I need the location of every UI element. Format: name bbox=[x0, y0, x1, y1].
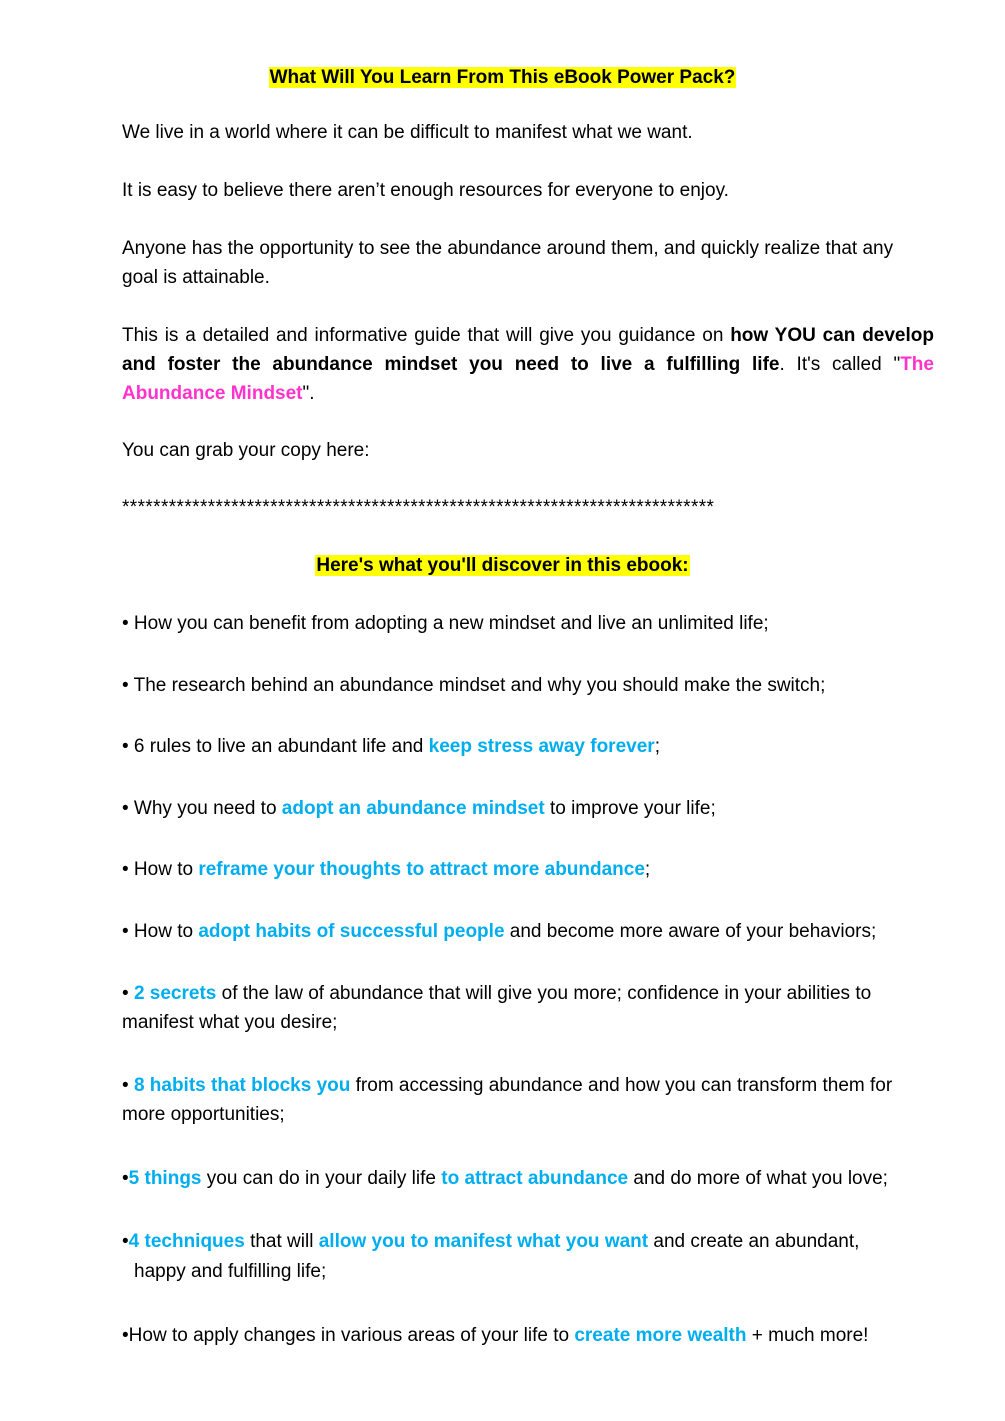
bullet-11-highlight: create more wealth bbox=[574, 1325, 747, 1346]
bullet-9-highlight-1: 5 things bbox=[128, 1168, 202, 1189]
intro-paragraph-1: We live in a world where it can be difficult to manifest what we want. bbox=[122, 122, 693, 143]
bullet-10-text: that will bbox=[244, 1231, 319, 1252]
intro-paragraph-2: It is easy to believe there aren’t enough resources for everyone to enjoy. bbox=[122, 180, 729, 201]
bullet-8-text: • bbox=[122, 1075, 134, 1096]
bullet-11-dot: • bbox=[122, 1325, 129, 1346]
list-item-continuation: happy and fulfilling life; bbox=[134, 1261, 327, 1282]
bullet-7-text: • bbox=[122, 983, 134, 1004]
p4-bold-text: how YOU can develop and foster the abundance mindset you need to live a fulfilling life bbox=[122, 325, 934, 375]
list-item bbox=[122, 1227, 934, 1256]
bullet-4-highlight: adopt an abundance mindset bbox=[281, 798, 545, 819]
ebook-name-highlight: The Abundance Mindset bbox=[122, 354, 934, 404]
list-item bbox=[122, 1164, 934, 1193]
bullet-5-text: • How to bbox=[122, 859, 199, 880]
section-subtitle bbox=[0, 551, 1005, 580]
bullet-7-highlight: 2 secrets bbox=[133, 983, 217, 1004]
bullet-6-end: and become more aware of your behaviors; bbox=[504, 921, 877, 942]
page-title bbox=[0, 63, 1005, 92]
bullet-10-highlight-2: allow you to manifest what you want bbox=[318, 1231, 649, 1252]
intro-paragraph-3: Anyone has the opportunity to see the abundance around them, and quickly realize that any goal is attainable. bbox=[122, 238, 894, 288]
bullet-6-highlight: adopt habits of successful people bbox=[198, 921, 505, 942]
star-separator: **************************************************************************** bbox=[122, 497, 715, 518]
bullet-11-end: + much more! bbox=[746, 1325, 869, 1346]
list-item bbox=[122, 609, 934, 638]
bullet-10-highlight-1: 4 techniques bbox=[128, 1231, 245, 1252]
intro-paragraph-5: You can grab your copy here: bbox=[122, 440, 370, 461]
bullet-8-end: from accessing abundance and how you can transform them for more opportunities; bbox=[122, 1075, 893, 1125]
section-subtitle-text: Here's what you'll discover in this ebook: bbox=[316, 555, 689, 576]
bullet-11-text: How to apply changes in various areas of your life to bbox=[128, 1325, 575, 1346]
bullet-10-end: and create an abundant, bbox=[648, 1231, 860, 1252]
page-title-text: What Will You Learn From This eBook Power Pack? bbox=[269, 67, 736, 88]
intro-paragraph-4 bbox=[122, 321, 934, 408]
list-item bbox=[122, 1321, 934, 1350]
bullet-6-text: • How to bbox=[122, 921, 199, 942]
bullet-3-end: ; bbox=[654, 736, 660, 757]
bullet-1-text: • How you can benefit from adopting a new mindset and live an unlimited life; bbox=[122, 613, 769, 634]
bullet-5-end: ; bbox=[644, 859, 651, 880]
bullet-5-highlight: reframe your thoughts to attract more abundance bbox=[198, 859, 645, 880]
list-item bbox=[122, 979, 934, 1037]
bullet-2-text: • The research behind an abundance mindset and why you should make the switch; bbox=[122, 675, 826, 696]
bullet-4-text: • Why you need to bbox=[122, 798, 282, 819]
list-item bbox=[122, 1071, 934, 1129]
list-item bbox=[122, 671, 934, 700]
bullet-10-dot: • bbox=[122, 1231, 129, 1252]
bullet-9-text: you can do in your daily life bbox=[201, 1168, 442, 1189]
bullet-9-highlight-2: to attract abundance bbox=[441, 1168, 629, 1189]
p4-text-a: This is a detailed and informative guide that will give you guidance on bbox=[122, 325, 731, 346]
list-item bbox=[122, 917, 934, 946]
bullet-9-end: and do more of what you love; bbox=[628, 1168, 888, 1189]
bullet-9-dot: • bbox=[122, 1168, 129, 1189]
bullet-3-highlight: keep stress away forever bbox=[428, 736, 655, 757]
bullet-3-text: • 6 rules to live an abundant life and bbox=[122, 736, 429, 757]
bullet-8-highlight: 8 habits that blocks you bbox=[133, 1075, 351, 1096]
list-item bbox=[122, 794, 934, 823]
p4-text-c: . It's called " bbox=[779, 354, 901, 375]
list-item bbox=[122, 855, 934, 884]
bullet-7-end: of the law of abundance that will give you more; confidence in your abilities to manifest what you desire; bbox=[122, 983, 872, 1033]
bullet-4-end: to improve your life; bbox=[544, 798, 716, 819]
list-item bbox=[122, 732, 934, 761]
p4-text-e: ". bbox=[302, 383, 315, 404]
